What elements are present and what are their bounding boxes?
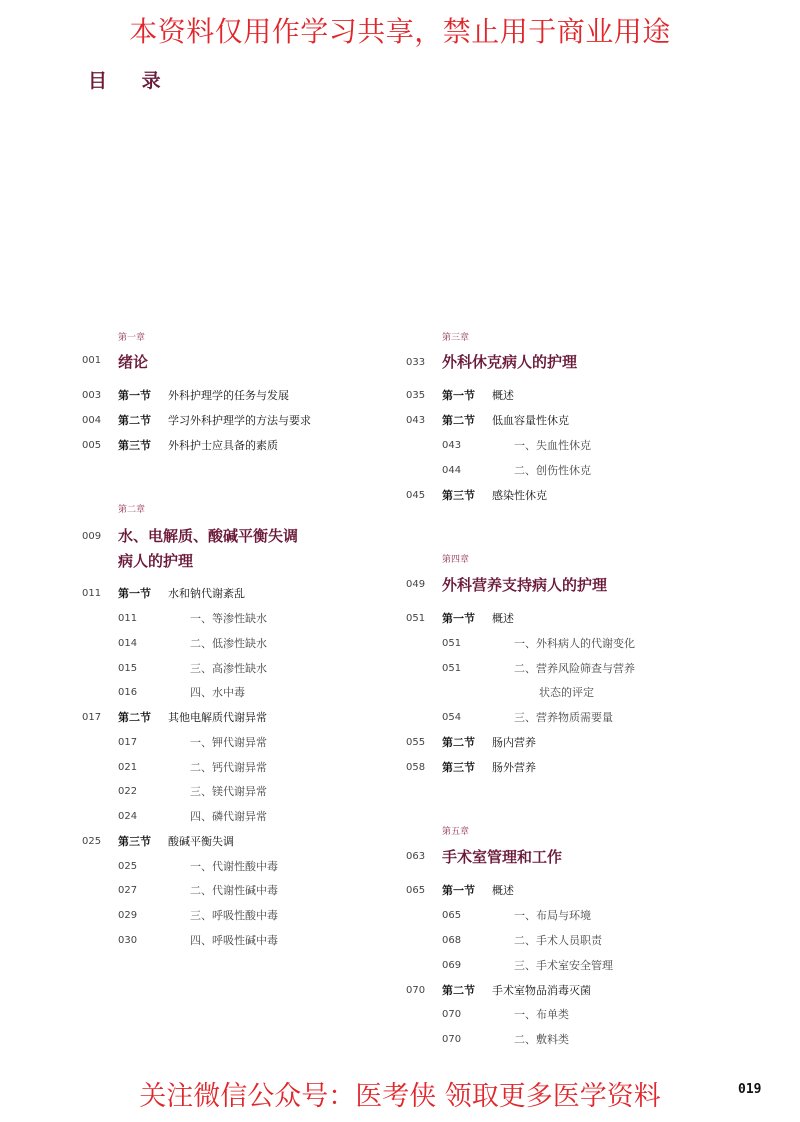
section-number: 第一节 [442,884,475,897]
section-title: 学习外科护理学的方法与要求 [168,414,311,427]
subsection-title: 三、呼吸性酸中毒 [190,909,278,922]
section-title: 感染性休克 [492,489,547,502]
section-number: 第三节 [118,439,151,452]
toc-subrow[interactable] [406,957,746,975]
page-ref: 030 [118,935,138,946]
section-title: 手术室物品消毒灭菌 [492,984,591,997]
toc-subrow[interactable] [82,610,422,628]
toc-subrow[interactable] [406,462,746,480]
toc-row[interactable] [82,833,422,851]
toc-row[interactable] [406,487,746,505]
toc-row[interactable] [82,412,422,430]
page-ref: 044 [442,465,462,476]
page-ref: 017 [118,737,138,748]
chapter-title[interactable]: 外科营养支持病人的护理 [442,576,608,594]
page-ref: 011 [82,588,102,599]
page-ref: 055 [406,737,426,748]
chapter-label: 第四章 [442,555,470,565]
toc-subrow[interactable] [82,783,422,801]
toc-subrow[interactable] [406,932,746,950]
section-number: 第三节 [442,489,475,502]
top-banner: 本资料仅用作学习共享，禁止用于商业用途 [129,15,671,48]
toc-row[interactable] [82,437,422,455]
subsection-title: 一、失血性休克 [514,439,591,452]
subsection-title: 一、布局与环境 [514,909,591,922]
subsection-title: 一、布单类 [514,1008,569,1021]
chapter-title[interactable]: 手术室管理和工作 [442,848,563,866]
chapter-label: 第三章 [442,333,470,343]
subsection-title: 二、创伤性休克 [514,464,591,477]
chapter-label: 第二章 [118,505,146,515]
section-number: 第二节 [442,984,475,997]
chapter-page: 049 [406,579,426,590]
page-ref: 070 [442,1009,462,1020]
section-title: 外科护士应具备的素质 [168,439,278,452]
section-title: 概述 [492,884,514,897]
section-title: 外科护理学的任务与发展 [168,389,289,402]
toc-subrow[interactable] [406,684,746,702]
toc-row[interactable] [406,982,746,1000]
chapter-page: 009 [82,531,102,542]
page-ref: 069 [442,960,462,971]
chapter-label: 第一章 [118,333,146,343]
subsection-title: 二、营养风险筛查与营养 [514,662,635,675]
page-ref: 045 [406,490,426,501]
subsection-title: 一、外科病人的代谢变化 [514,637,635,650]
page-ref: 051 [406,613,426,624]
section-title: 肠内营养 [492,736,536,749]
subsection-title: 三、手术室安全管理 [514,959,613,972]
toc-row[interactable] [406,412,746,430]
section-number: 第一节 [118,587,151,600]
section-number: 第二节 [442,414,475,427]
page-ref: 051 [442,663,462,674]
subsection-title: 四、磷代谢异常 [190,810,267,823]
toc-subrow[interactable] [406,1031,746,1049]
subsection-title: 二、敷料类 [514,1033,569,1046]
page-ref: 070 [406,985,426,996]
chapter-title-line-1[interactable]: 水、电解质、酸碱平衡失调 [118,527,299,545]
toc-subrow[interactable] [82,808,422,826]
page-ref: 011 [118,613,138,624]
page-ref: 070 [442,1034,462,1045]
page-ref: 005 [82,440,102,451]
section-number: 第三节 [118,835,151,848]
section-title: 低血容量性休克 [492,414,569,427]
chapter-page: 033 [406,357,426,368]
subsection-title: 二、低渗性缺水 [190,637,267,650]
chapter-title-line-2[interactable]: 病人的护理 [118,552,194,570]
page-ref: 054 [442,712,462,723]
subsection-title: 一、代谢性酸中毒 [190,860,278,873]
subsection-title: 二、代谢性碱中毒 [190,884,278,897]
toc-subrow[interactable] [82,759,422,777]
toc-subrow[interactable] [406,660,746,678]
subsection-title: 四、水中毒 [190,686,245,699]
page-ref: 025 [118,861,138,872]
toc-subrow[interactable] [82,882,422,900]
page-ref: 025 [82,836,102,847]
page-ref: 035 [406,390,426,401]
section-title: 肠外营养 [492,761,536,774]
toc-subrow[interactable] [406,709,746,727]
page-ref: 027 [118,885,138,896]
section-number: 第二节 [442,736,475,749]
toc-row[interactable] [406,387,746,405]
toc-row[interactable] [406,610,746,628]
page-ref: 015 [118,663,138,674]
section-number: 第一节 [118,389,151,402]
section-title: 概述 [492,389,514,402]
toc-title: 目 录 [88,70,175,92]
toc-row[interactable] [82,387,422,405]
page-ref: 068 [442,935,462,946]
page-ref: 051 [442,638,462,649]
page-ref: 024 [118,811,138,822]
chapter-title[interactable]: 外科休克病人的护理 [442,353,578,371]
toc-subrow[interactable] [82,734,422,752]
toc-row[interactable] [406,734,746,752]
section-title: 酸碱平衡失调 [168,835,234,848]
page-ref: 014 [118,638,138,649]
toc-subrow[interactable] [406,1006,746,1024]
toc-subrow[interactable] [406,437,746,455]
subsection-title: 四、呼吸性碱中毒 [190,934,278,947]
toc-subrow[interactable] [406,907,746,925]
toc-row[interactable] [406,759,746,777]
section-number: 第二节 [118,711,151,724]
toc-subrow[interactable] [82,858,422,876]
section-title: 概述 [492,612,514,625]
subsection-title: 二、钙代谢异常 [190,761,267,774]
page-ref: 017 [82,712,102,723]
toc-subrow[interactable] [82,660,422,678]
page-ref: 016 [118,687,138,698]
chapter-title[interactable]: 绪论 [118,353,149,371]
toc-subrow[interactable] [82,932,422,950]
page-ref: 043 [442,440,462,451]
section-number: 第一节 [442,612,475,625]
subsection-title-continued: 状态的评定 [539,686,594,699]
toc-subrow[interactable] [406,635,746,653]
toc-subrow[interactable] [82,684,422,702]
subsection-title: 三、营养物质需要量 [514,711,613,724]
page-number: 019 [738,1082,762,1097]
bottom-banner: 关注微信公众号：医考侠 领取更多医学资料 [139,1081,661,1112]
page-ref: 004 [82,415,102,426]
subsection-title: 二、手术人员职责 [514,934,602,947]
toc-column-left [82,0,422,1122]
page-ref: 021 [118,762,138,773]
section-number: 第一节 [442,389,475,402]
subsection-title: 一、等渗性缺水 [190,612,267,625]
page-ref: 065 [406,885,426,896]
section-title: 水和钠代谢紊乱 [168,587,245,600]
section-number: 第三节 [442,761,475,774]
toc-row[interactable] [406,882,746,900]
subsection-title: 三、高渗性缺水 [190,662,267,675]
subsection-title: 一、钾代谢异常 [190,736,267,749]
chapter-label: 第五章 [442,827,470,837]
page-ref: 029 [118,910,138,921]
toc-column-right [406,0,746,1122]
page-ref: 065 [442,910,462,921]
page-ref: 043 [406,415,426,426]
page-ref: 058 [406,762,426,773]
toc-row[interactable] [82,585,422,603]
page-ref: 003 [82,390,102,401]
chapter-page: 001 [82,355,102,366]
section-title: 其他电解质代谢异常 [168,711,267,724]
toc-row[interactable] [82,709,422,727]
subsection-title: 三、镁代谢异常 [190,785,267,798]
section-number: 第二节 [118,414,151,427]
chapter-page: 063 [406,851,426,862]
page-ref: 022 [118,786,138,797]
toc-subrow[interactable] [82,635,422,653]
toc-subrow[interactable] [82,907,422,925]
